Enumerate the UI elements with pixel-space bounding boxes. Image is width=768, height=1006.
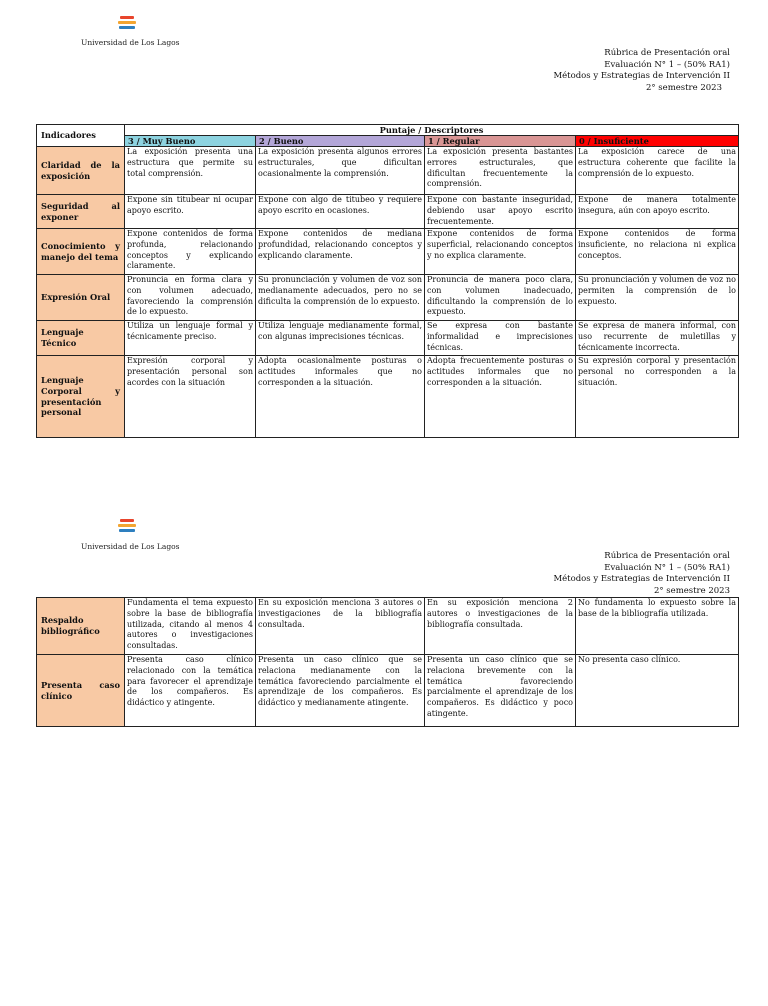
indicator-cell: Respaldo bibliográfico — [37, 598, 125, 655]
descriptor-cell: Se expresa de manera informal, con uso recurrente de muletillas y técnicamente incorrecta. — [576, 321, 739, 356]
table-row — [37, 195, 739, 229]
header-line-4: 2° semestre 2023 — [653, 585, 730, 596]
descriptor-cell: Fundamenta el tema expuesto sobre la base de bibliografía utilizada, citando al menos 4 autores o investigaciones consultadas. — [125, 598, 256, 655]
score-header: Puntaje / Descriptores — [125, 125, 739, 136]
header-line-2: Evaluación N° 1 – (50% RA1) — [604, 59, 730, 70]
document-header — [553, 551, 730, 597]
descriptor-cell: Adopta frecuentemente posturas o actitudes informales que no corresponden a la situación. — [425, 356, 576, 438]
table-row — [37, 356, 739, 438]
descriptor-cell: Utiliza un lenguaje formal y técnicamente preciso. — [125, 321, 256, 356]
indicator-cell: Presenta caso clínico — [37, 655, 125, 727]
descriptor-cell: En su exposición menciona 2 autores o investigaciones de la bibliografía consultada. — [425, 598, 576, 655]
descriptor-cell: Expone contenidos de forma profunda, relacionando conceptos y explicando claramente. — [125, 229, 256, 275]
descriptor-cell: En su exposición menciona 3 autores o investigaciones de la bibliografía consultada. — [256, 598, 425, 655]
indicator-cell: Lenguaje Corporal y presentación personal — [37, 356, 125, 438]
descriptor-cell: Expone con bastante inseguridad, debiendo usar apoyo escrito frecuentemente. — [425, 195, 576, 229]
level-header-insuficiente: 0 / Insuficiente — [576, 136, 739, 147]
descriptor-cell: Su pronunciación y volumen de voz son medianamente adecuados, pero no se dificulta la comprensión de lo expuesto. — [256, 275, 425, 321]
table-row — [37, 321, 739, 356]
header-line-3: Métodos y Estrategias de Intervención II — [553, 574, 730, 584]
university-logo-icon — [117, 519, 137, 534]
university-name: Universidad de Los Lagos — [81, 38, 180, 47]
descriptor-cell: Se expresa con bastante informalidad e imprecisiones técnicas. — [425, 321, 576, 356]
descriptor-cell: Adopta ocasionalmente posturas o actitudes informales que no corresponden a la situación. — [256, 356, 425, 438]
header-line-1: Rúbrica de Presentación oral — [604, 48, 730, 58]
table-row — [37, 275, 739, 321]
descriptor-cell: Expone contenidos de mediana profundidad, relacionando conceptos y explicando claramente. — [256, 229, 425, 275]
descriptor-cell: La exposición presenta una estructura que permite su total comprensión. — [125, 147, 256, 195]
indicator-cell: Claridad de la exposición — [37, 147, 125, 195]
descriptor-cell: Expone sin titubear ni ocupar apoyo escrito. — [125, 195, 256, 229]
descriptor-cell: La exposición presenta bastantes errores estructurales, que dificultan frecuentemente la comprensión. — [425, 147, 576, 195]
header-line-4: 2° semestre 2023 — [645, 82, 722, 93]
descriptor-cell: Su expresión corporal y presentación personal no corresponden a la situación. — [576, 356, 739, 438]
descriptor-cell: Presenta un caso clínico que se relaciona medianamente con la temática favoreciendo parcialmente el aprendizaje de los compañeros. Es didáctico y medianamente atingente. — [256, 655, 425, 727]
university-name: Universidad de Los Lagos — [81, 542, 180, 551]
descriptor-cell: La exposición presenta algunos errores estructurales, que dificultan ocasionalmente la comprensión. — [256, 147, 425, 195]
indicator-cell: Seguridad al exponer — [37, 195, 125, 229]
descriptor-cell: Expone contenidos de forma insuficiente, no relaciona ni explica conceptos. — [576, 229, 739, 275]
table-row — [37, 229, 739, 275]
header-line-3: Métodos y Estrategias de Intervención II — [553, 71, 730, 81]
level-header-bueno: 2 / Bueno — [256, 136, 425, 147]
indicator-cell: Expresión Oral — [37, 275, 125, 321]
descriptor-cell: Pronuncia de manera poco clara, con volumen inadecuado, dificultando la comprensión de lo expuesto. — [425, 275, 576, 321]
indicators-header: Indicadores — [37, 125, 125, 147]
descriptor-cell: La exposición carece de una estructura coherente que facilite la comprensión de lo expuesto. — [576, 147, 739, 195]
descriptor-cell: Pronuncia en forma clara y con volumen adecuado, favoreciendo la comprensión de lo expuesto. — [125, 275, 256, 321]
level-header-muy-bueno: 3 / Muy Bueno — [125, 136, 256, 147]
header-line-2: Evaluación N° 1 – (50% RA1) — [604, 562, 730, 573]
descriptor-cell: Presenta caso clínico relacionado con la temática para favorecer el aprendizaje de los compañeros. Es didáctico y atingente. — [125, 655, 256, 727]
descriptor-cell: Utiliza lenguaje medianamente formal, con algunas imprecisiones técnicas. — [256, 321, 425, 356]
descriptor-cell: Expone de manera totalmente insegura, aún con apoyo escrito. — [576, 195, 739, 229]
rubric-table-continued — [36, 597, 739, 727]
descriptor-cell: No presenta caso clínico. — [576, 655, 739, 727]
descriptor-cell: Presenta un caso clínico que se relaciona brevemente con la temática favoreciendo parcialmente el aprendizaje de los compañeros. Es didáctico y poco atingente. — [425, 655, 576, 727]
descriptor-cell: Expresión corporal y presentación personal son acordes con la situación — [125, 356, 256, 438]
descriptor-cell: Expone con algo de titubeo y requiere apoyo escrito en ocasiones. — [256, 195, 425, 229]
rubric-table — [36, 124, 739, 438]
indicator-cell: Lenguaje Técnico — [37, 321, 125, 356]
table-row — [37, 147, 739, 195]
header-line-1: Rúbrica de Presentación oral — [604, 551, 730, 561]
descriptor-cell: Expone contenidos de forma superficial, relacionando conceptos y no explica claramente. — [425, 229, 576, 275]
table-row — [37, 655, 739, 727]
university-logo-icon — [117, 16, 137, 31]
descriptor-cell: No fundamenta lo expuesto sobre la base de la bibliografía utilizada. — [576, 598, 739, 655]
indicator-cell: Conocimiento y manejo del tema — [37, 229, 125, 275]
document-header — [553, 48, 730, 94]
descriptor-cell: Su pronunciación y volumen de voz no permiten la comprensión de lo expuesto. — [576, 275, 739, 321]
table-row — [37, 598, 739, 655]
level-header-regular: 1 / Regular — [425, 136, 576, 147]
